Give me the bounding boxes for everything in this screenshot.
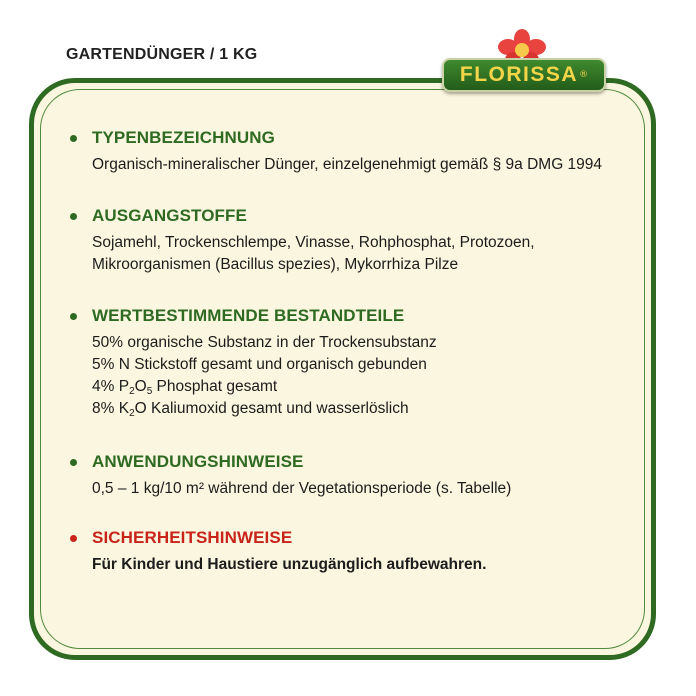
body-line: Sojamehl, Trockenschlempe, Vinasse, Rohphosphat, Protozoen, <box>92 234 535 251</box>
body-line: 50% organische Substanz in der Trockensubstanz <box>92 334 437 351</box>
body-line: 5% N Stickstoff gesamt und organisch gebunden <box>92 356 427 373</box>
section-heading: TYPENBEZEICHNUNG <box>92 128 275 147</box>
bullet-icon <box>70 535 77 542</box>
section-heading: WERTBESTIMMENDE BESTANDTEILE <box>92 306 405 325</box>
section-heading: SICHERHEITSHINWEISE <box>92 528 293 547</box>
registered-mark: ® <box>579 70 589 80</box>
section-body <box>92 232 636 276</box>
section-body <box>92 554 636 576</box>
body-line: Organisch-mineralischer Dünger, einzelgenehmigt gemäß § 9a DMG 1994 <box>92 156 603 173</box>
body-line-kalium: 8% $K_2O$ Kaliumoxid gesamt und wasserlöslich <box>92 400 409 419</box>
bullet-icon <box>70 213 77 220</box>
body-line: Mikroorganismen (Bacillus spezies), Mykorrhiza Pilze <box>92 256 459 273</box>
section-body <box>92 332 636 420</box>
section-wertbestimmende-bestandteile <box>70 306 636 420</box>
section-typenbezeichnung <box>70 128 636 176</box>
bullet-icon <box>70 313 77 320</box>
brand-name: FLORISSA <box>459 63 579 86</box>
florissa-logo <box>440 28 608 98</box>
section-heading: AUSGANGSTOFFE <box>92 206 247 225</box>
section-anwendungshinweise <box>70 452 636 500</box>
section-sicherheitshinweise <box>70 528 636 576</box>
section-ausgangstoffe <box>70 206 636 276</box>
body-line: 0,5 – 1 kg/10 m² während der Vegetationsperiode (s. Tabelle) <box>92 480 512 497</box>
body-line-phosphat: 4% $P_2O_5$ Phosphat gesamt <box>92 378 278 397</box>
product-title: GARTENDÜNGER / 1 KG <box>66 46 258 63</box>
body-line: Für Kinder und Haustiere unzugänglich aufbewahren. <box>92 556 487 573</box>
logo-plate <box>442 58 606 92</box>
bullet-icon <box>70 135 77 142</box>
section-body <box>92 478 636 500</box>
section-body <box>92 154 636 176</box>
bullet-icon <box>70 459 77 466</box>
section-heading: ANWENDUNGSHINWEISE <box>92 452 304 471</box>
